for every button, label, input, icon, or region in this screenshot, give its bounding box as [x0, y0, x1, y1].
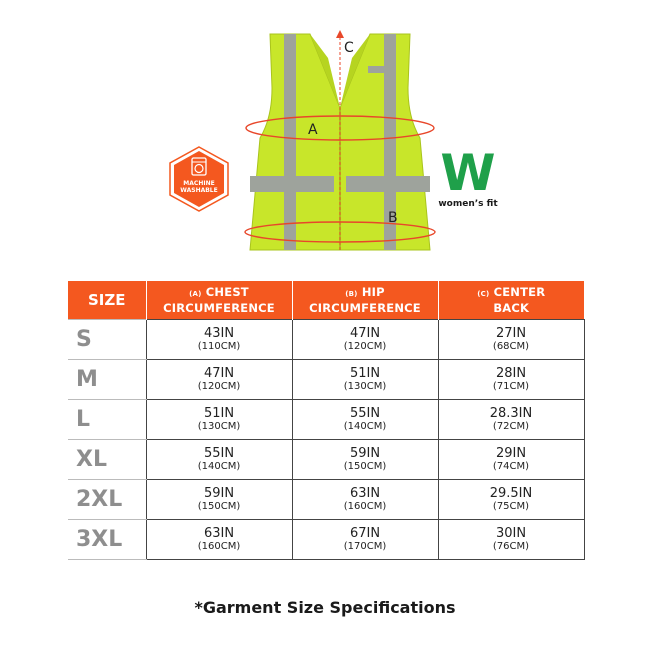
table-header-row [68, 281, 584, 320]
center-back-value-centimeters: (75CM) [492, 501, 530, 512]
size-label: M [68, 360, 146, 400]
size-chart-table [68, 281, 585, 560]
table-row [68, 440, 584, 480]
chest-value [146, 480, 292, 520]
hip-value-centimeters: (120CM) [343, 341, 387, 352]
marker-hip: B [388, 210, 398, 226]
chest-value-centimeters: (140CM) [197, 461, 241, 472]
hip-value-inches: 51IN [349, 366, 381, 381]
chest-value-centimeters: (120CM) [197, 381, 241, 392]
footnote: *Garment Size Specifications [194, 598, 456, 617]
chest-value-centimeters: (160CM) [197, 541, 241, 552]
center-back-value [438, 400, 584, 440]
chest-value-inches: 63IN [203, 526, 235, 541]
center-back-value-centimeters: (71CM) [492, 381, 530, 392]
chest-value-inches: 47IN [203, 366, 235, 381]
hip-value-centimeters: (150CM) [343, 461, 387, 472]
hip-value [292, 320, 438, 360]
center-back-value [438, 520, 584, 560]
size-label: 2XL [68, 480, 146, 520]
center-back-value-inches: 28.3IN [489, 406, 533, 421]
hip-value-inches: 63IN [349, 486, 381, 501]
hip-value [292, 360, 438, 400]
size-label: L [68, 400, 146, 440]
center-back-value-inches: 29.5IN [489, 486, 533, 501]
chest-value-inches: 55IN [203, 446, 235, 461]
chest-value [146, 360, 292, 400]
womens-fit-logo: W [440, 144, 496, 202]
womens-fit-mark [428, 144, 508, 216]
hip-value [292, 480, 438, 520]
machine-washable-badge [168, 146, 230, 212]
center-back-value-inches: 30IN [495, 526, 527, 541]
hip-value-inches: 59IN [349, 446, 381, 461]
table-row [68, 360, 584, 400]
center-back-value [438, 480, 584, 520]
womens-fit-label: women’s fit [438, 199, 498, 209]
vest-drawing [240, 28, 440, 260]
center-back-value [438, 360, 584, 400]
table-row [68, 320, 584, 360]
marker-center: C [344, 40, 354, 56]
center-back-value-inches: 29IN [495, 446, 527, 461]
center-back-value-inches: 27IN [495, 326, 527, 341]
hexagon-badge-shape [168, 146, 230, 212]
header-chest: (A) CHEST CIRCUMFERENCE [146, 281, 292, 320]
hip-value-inches: 55IN [349, 406, 381, 421]
chest-value-centimeters: (130CM) [197, 421, 241, 432]
vest-illustration [240, 28, 440, 260]
size-label: 3XL [68, 520, 146, 560]
center-back-value-centimeters: (72CM) [492, 421, 530, 432]
hip-value [292, 520, 438, 560]
hip-value-centimeters: (170CM) [343, 541, 387, 552]
chest-value-inches: 51IN [203, 406, 235, 421]
hip-value-centimeters: (140CM) [343, 421, 387, 432]
marker-chest: A [308, 122, 318, 138]
center-back-value-inches: 28IN [495, 366, 527, 381]
chest-value [146, 440, 292, 480]
badge-line-2: WASHABLE [180, 187, 218, 194]
size-label: XL [68, 440, 146, 480]
table-row [68, 480, 584, 520]
center-back-value-centimeters: (74CM) [492, 461, 530, 472]
center-back-value [438, 440, 584, 480]
badge-line-1: MACHINE [183, 180, 215, 187]
hip-value [292, 400, 438, 440]
chest-value [146, 400, 292, 440]
hip-value-centimeters: (160CM) [343, 501, 387, 512]
table-row [68, 400, 584, 440]
chest-value-centimeters: (110CM) [197, 341, 241, 352]
hip-value-inches: 47IN [349, 326, 381, 341]
hip-value-centimeters: (130CM) [343, 381, 387, 392]
header-center-back: (C) CENTER BACK [438, 281, 584, 320]
chest-value-inches: 43IN [203, 326, 235, 341]
center-back-value-centimeters: (68CM) [492, 341, 530, 352]
hip-value-inches: 67IN [349, 526, 381, 541]
chest-value [146, 320, 292, 360]
chest-value-inches: 59IN [203, 486, 235, 501]
center-back-value [438, 320, 584, 360]
center-back-value-centimeters: (76CM) [492, 541, 530, 552]
size-label: S [68, 320, 146, 360]
chest-value [146, 520, 292, 560]
chest-value-centimeters: (150CM) [197, 501, 241, 512]
header-size: SIZE [68, 281, 146, 320]
hip-value [292, 440, 438, 480]
header-hip: (B) HIP CIRCUMFERENCE [292, 281, 438, 320]
table-row [68, 520, 584, 560]
